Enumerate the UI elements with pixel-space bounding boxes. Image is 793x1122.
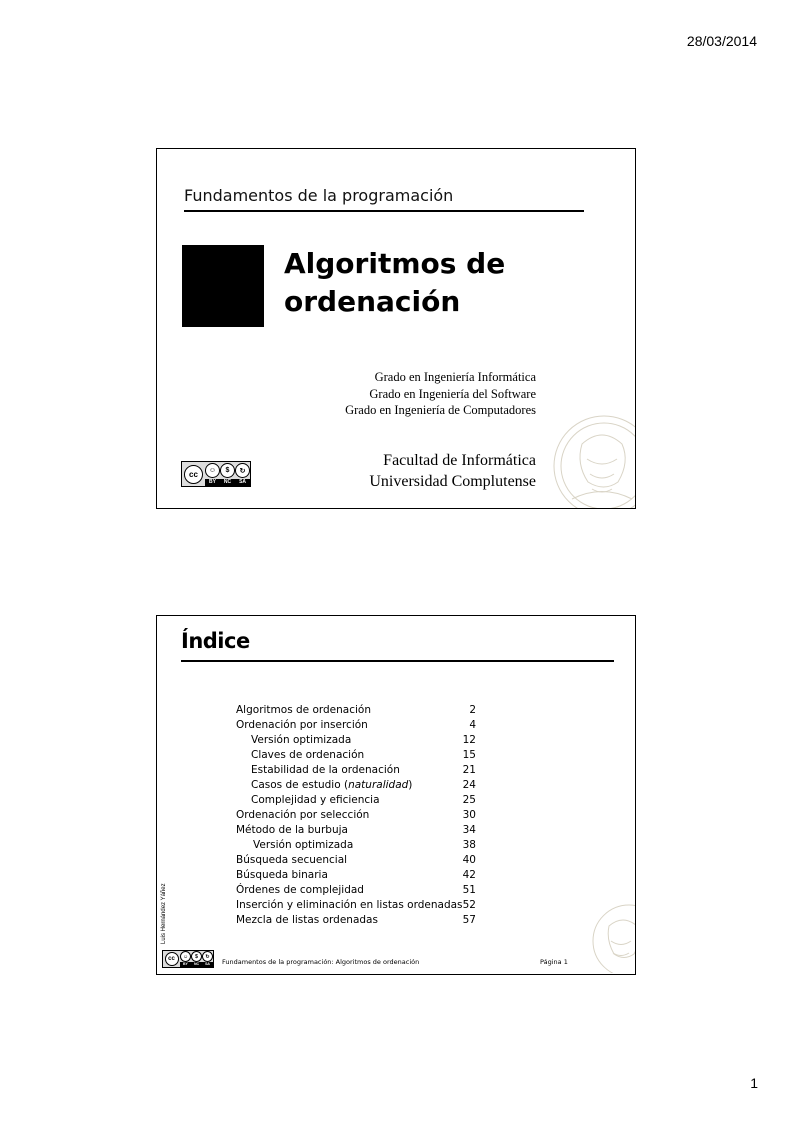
page-date: 28/03/2014	[686, 33, 757, 49]
noncommercial-icon: $	[220, 463, 235, 478]
toc-item[interactable]: Claves de ordenación 15	[251, 749, 476, 761]
university-seal-watermark	[589, 901, 636, 973]
table-of-contents	[236, 703, 476, 928]
sharealike-icon: ↻	[202, 951, 213, 962]
toc-item[interactable]: Órdenes de complejidad 51	[236, 884, 476, 896]
degree-list	[345, 369, 536, 419]
toc-item[interactable]: Estabilidad de la ordenación 21	[251, 764, 476, 776]
sharealike-icon: ↻	[235, 463, 250, 478]
toc-item[interactable]: Algoritmos de ordenación 2	[236, 704, 476, 716]
black-square-graphic	[182, 245, 264, 327]
degree-computadores: Grado en Ingeniería de Computadores	[345, 403, 536, 417]
toc-item[interactable]: Ordenación por selección 30	[236, 809, 476, 821]
cc-label-by: BY	[183, 962, 188, 966]
attribution-icon: ☺	[205, 463, 220, 478]
divider	[184, 210, 584, 212]
cc-label-sa: SA	[239, 479, 247, 485]
title-line-2: ordenación	[284, 285, 461, 318]
cc-label-nc: NC	[193, 962, 200, 966]
slide-footer: Fundamentos de la programación: Algoritmos de ordenación	[222, 958, 420, 966]
toc-item[interactable]: Mezcla de listas ordenadas 57	[236, 914, 476, 926]
toc-item[interactable]: Método de la burbuja 34	[236, 824, 476, 836]
university-seal-watermark	[542, 404, 636, 509]
author-vertical-label: Luis Hernández Yáñez	[161, 883, 167, 944]
toc-item[interactable]: Casos de estudio (naturalidad) 24	[251, 779, 476, 791]
slide-page-number: Página 1	[540, 958, 568, 966]
institution	[369, 450, 536, 492]
slide-title	[284, 245, 505, 321]
cc-label-by: BY	[208, 479, 216, 485]
cc-license-badge	[181, 461, 251, 487]
toc-item[interactable]: Búsqueda binaria 42	[236, 869, 476, 881]
toc-item[interactable]: Versión optimizada 12	[251, 734, 476, 746]
toc-item[interactable]: Búsqueda secuencial 40	[236, 854, 476, 866]
toc-item[interactable]: Inserción y eliminación en listas ordenadas 52	[236, 899, 476, 911]
cc-label-nc: NC	[223, 479, 232, 485]
university-name: Universidad Complutense	[369, 473, 536, 490]
degree-informatica: Grado en Ingeniería Informática	[374, 370, 536, 384]
title-line-1: Algoritmos de	[284, 247, 506, 280]
index-title: Índice	[181, 629, 250, 653]
page-number: 1	[750, 1075, 758, 1091]
cc-icon: cc	[165, 952, 179, 966]
divider	[181, 660, 614, 662]
title-slide	[156, 148, 636, 509]
toc-item[interactable]: Ordenación por inserción 4	[236, 719, 476, 731]
attribution-icon: ☺	[180, 951, 191, 962]
cc-icon: cc	[184, 465, 203, 484]
course-name: Fundamentos de la programación	[184, 186, 454, 205]
toc-item[interactable]: Versión optimizada 38	[253, 839, 476, 851]
cc-license-badge	[162, 950, 214, 968]
toc-item[interactable]: Complejidad y eficiencia 25	[251, 794, 476, 806]
index-slide	[156, 615, 636, 975]
faculty-name: Facultad de Informática	[383, 452, 536, 469]
noncommercial-icon: $	[191, 951, 202, 962]
degree-software: Grado en Ingeniería del Software	[369, 386, 536, 401]
cc-label-sa: SA	[205, 962, 210, 966]
